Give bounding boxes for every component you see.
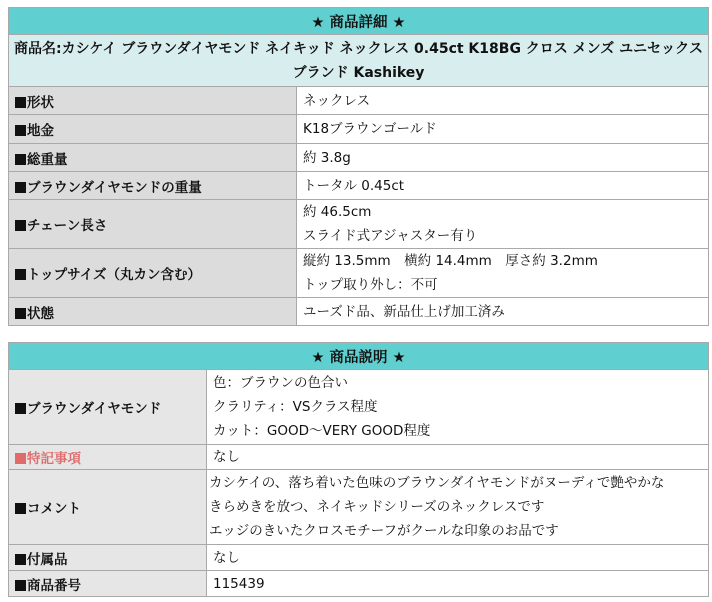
description-label: コメント [9, 470, 207, 545]
detail-value: ネックレス [297, 87, 709, 115]
description-label: 商品番号 [9, 571, 207, 597]
square-bullet-icon [15, 220, 26, 231]
details-header: ★ 商品詳細 ★ [9, 8, 709, 35]
square-bullet-icon [15, 125, 26, 136]
detail-value: トータル 0.45ct [297, 172, 709, 200]
detail-value: ユーズド品、新品仕上げ加工済み [297, 298, 709, 326]
description-value: 115439 [207, 571, 709, 597]
description-value: 色：ブラウンの色合い クラリティ：VSクラス程度 カット：GOOD～VERY GOOD程度 [207, 370, 709, 445]
square-bullet-icon [15, 580, 26, 591]
details-table [8, 7, 709, 326]
description-label: ブラウンダイヤモンド [9, 370, 207, 445]
description-value: カシケイの、落ち着いた色味のブラウンダイヤモンドがヌーディで艶やかな きらめきを放つ、ネイキッドシリーズのネックレスです エッジのきいたクロスモチーフがクールな印象のお品です [207, 470, 709, 545]
description-header: ★ 商品説明 ★ [9, 343, 709, 370]
detail-value: 約 46.5cm スライド式アジャスター有り [297, 200, 709, 249]
description-label: 付属品 [9, 545, 207, 571]
detail-label: トップサイズ（丸カン含む） [9, 249, 297, 298]
square-bullet-icon [15, 554, 26, 565]
detail-value: K18ブラウンゴールド [297, 115, 709, 144]
detail-label: 状態 [9, 298, 297, 326]
square-bullet-icon [15, 308, 26, 319]
detail-label: ブラウンダイヤモンドの重量 [9, 172, 297, 200]
detail-value: 縦約 13.5mm 横約 14.4mm 厚さ約 3.2mm トップ取り外し：不可 [297, 249, 709, 298]
square-bullet-icon [15, 269, 26, 280]
description-value: なし [207, 445, 709, 470]
detail-value: 約 3.8g [297, 144, 709, 172]
description-value: なし [207, 545, 709, 571]
square-bullet-icon [15, 182, 26, 193]
detail-label: 形状 [9, 87, 297, 115]
product-name: 商品名:カシケイ ブラウンダイヤモンド ネイキッド ネックレス 0.45ct K18BG クロス メンズ ユニセックス ブランド Kashikey [9, 35, 709, 87]
detail-label: 地金 [9, 115, 297, 144]
square-bullet-icon [15, 97, 26, 108]
square-bullet-icon [15, 154, 26, 165]
square-bullet-icon [15, 403, 26, 414]
special-notes-label: 特記事項 [9, 445, 207, 470]
square-bullet-icon [15, 503, 26, 514]
description-table [8, 342, 709, 597]
detail-label: チェーン長さ [9, 200, 297, 249]
detail-label: 総重量 [9, 144, 297, 172]
square-bullet-icon [15, 453, 26, 464]
